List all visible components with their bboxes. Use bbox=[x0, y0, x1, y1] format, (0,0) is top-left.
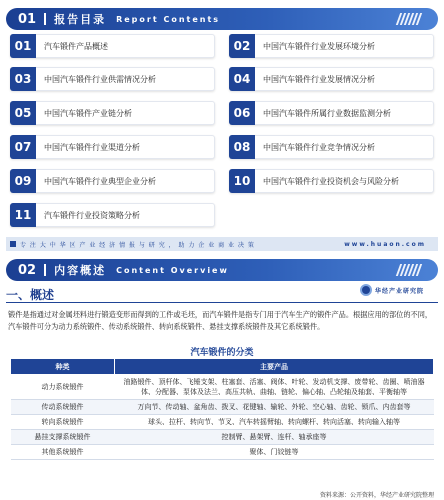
column-header-products: 主要产品 bbox=[115, 359, 434, 375]
toc-label: 中国汽车锻件行业典型企业分析 bbox=[44, 176, 156, 186]
slogan-bar bbox=[6, 237, 438, 251]
toc-number: 06 bbox=[229, 101, 255, 125]
toc-item[interactable] bbox=[10, 203, 215, 227]
toc-item[interactable] bbox=[10, 135, 215, 159]
toc-item[interactable] bbox=[10, 101, 215, 125]
website-link[interactable]: www.huaon.com bbox=[344, 240, 426, 248]
classification-table bbox=[10, 358, 434, 460]
toc-number: 08 bbox=[229, 135, 255, 159]
toc-number: 07 bbox=[10, 135, 36, 159]
table-cell-products: 球头、拉杆、转向节、节叉、汽车转摇臂轴、转向螺杆、转向活塞、转向输入轴等 bbox=[115, 415, 434, 430]
toc-number: 05 bbox=[10, 101, 36, 125]
logo-circle-icon bbox=[360, 284, 372, 296]
toc-item[interactable] bbox=[10, 169, 215, 193]
table-cell-category: 其他系统锻件 bbox=[11, 445, 115, 460]
table-row bbox=[11, 430, 434, 445]
section-title: 一、概述 bbox=[6, 288, 55, 302]
table-cell-category: 悬挂支撑系统锻件 bbox=[11, 430, 115, 445]
toc-label: 中国汽车锻件行业渠道分析 bbox=[44, 142, 140, 152]
stripe-decoration-icon bbox=[398, 264, 420, 276]
toc-item[interactable] bbox=[229, 67, 434, 91]
toc-label: 中国汽车锻件产业链分析 bbox=[44, 108, 132, 118]
toc-header-title: 报告目录 bbox=[54, 13, 107, 26]
toc-item[interactable] bbox=[229, 169, 434, 193]
toc-header-subtitle: Report Contents bbox=[116, 14, 221, 24]
stripe-decoration-icon bbox=[398, 13, 420, 25]
toc-header-number: 01 bbox=[18, 11, 37, 27]
toc-item[interactable] bbox=[10, 34, 215, 58]
toc-label: 中国汽车锻件所属行业数据监测分析 bbox=[263, 108, 391, 118]
table-cell-products: 控制臂、悬架臂、连杆、轴承座等 bbox=[115, 430, 434, 445]
toc-label: 中国汽车锻件行业发展情况分析 bbox=[263, 74, 375, 84]
toc-label: 汽车锻件产品概述 bbox=[44, 41, 108, 51]
company-logo bbox=[360, 284, 424, 296]
toc-label: 中国汽车锻件行业竞争情况分析 bbox=[263, 142, 375, 152]
logo-text: 华经产业研究院 bbox=[374, 287, 424, 295]
toc-number: 03 bbox=[10, 67, 36, 91]
content-header-subtitle: Content Overview bbox=[116, 265, 229, 275]
content-header-title: 内容概述 bbox=[54, 264, 107, 277]
toc-number: 09 bbox=[10, 169, 36, 193]
table-cell-products: 聚体、门铰链等 bbox=[115, 445, 434, 460]
header-separator bbox=[44, 264, 46, 276]
cube-icon bbox=[10, 241, 16, 247]
column-header-category: 种类 bbox=[11, 359, 115, 375]
overview-paragraph: 锻件是指通过对金属坯料进行锻造变形而得到的工件或毛坯，而汽车锻件是指专门用于汽车生产的锻件产品。根据应用的部位的不同，汽车锻件可分为动力系统锻件、传动系统锻件、转向系统锻件、悬挂支撑系统锻件及其它系统锻件。 bbox=[8, 310, 433, 331]
content-header-bar bbox=[6, 259, 438, 281]
toc-number: 02 bbox=[229, 34, 255, 58]
toc-number: 10 bbox=[229, 169, 255, 193]
table-cell-category: 转向系统锻件 bbox=[11, 415, 115, 430]
table-cell-category: 动力系统锻件 bbox=[11, 375, 115, 400]
toc-header-bar bbox=[6, 8, 438, 30]
table-row bbox=[11, 415, 434, 430]
toc-item[interactable] bbox=[229, 34, 434, 58]
table-row bbox=[11, 445, 434, 460]
source-note: 资料来源：公开资料，华经产业研究院整理 bbox=[319, 492, 434, 499]
table-title: 汽车锻件的分类 bbox=[190, 348, 254, 358]
toc-label: 中国汽车锻件行业供需情况分析 bbox=[44, 74, 156, 84]
table-row bbox=[11, 375, 434, 400]
table-cell-products: 油路锻件、顶杆体、飞锤支架、柱塞套、活塞、阀体、叶轮、发动机支撑、废带轮、齿圈、喷油器体、分配器、泵体及法兰、高压共轨、曲轴、链轮、偏心轴、凸轮轴及轴套、平衡轴等 bbox=[115, 375, 434, 400]
toc-label: 汽车锻件行业投资策略分析 bbox=[44, 210, 140, 220]
toc-item[interactable] bbox=[229, 101, 434, 125]
toc-number: 01 bbox=[10, 34, 36, 58]
toc-number: 11 bbox=[10, 203, 36, 227]
toc-number: 04 bbox=[229, 67, 255, 91]
header-separator bbox=[44, 13, 46, 25]
toc-label: 中国汽车锻件行业发展环境分析 bbox=[263, 41, 375, 51]
toc-item[interactable] bbox=[10, 67, 215, 91]
table-cell-category: 传动系统锻件 bbox=[11, 400, 115, 415]
table-row bbox=[11, 400, 434, 415]
table-header-row bbox=[11, 359, 434, 375]
section-divider bbox=[6, 302, 438, 303]
toc-label: 中国汽车锻件行业投资机会与风险分析 bbox=[263, 176, 399, 186]
toc-item[interactable] bbox=[229, 135, 434, 159]
table-cell-products: 万向节、传动轴、盆角齿、拨叉、花键轴、输轮、外轮、空心轴、齿轮、锁爪、内齿套等 bbox=[115, 400, 434, 415]
content-header-number: 02 bbox=[18, 262, 37, 278]
slogan-text: 专 注 大 中 华 区 产 业 经 济 情 报 与 研 究 ， 助 力 企 业 商 业 决 策 bbox=[20, 241, 255, 249]
